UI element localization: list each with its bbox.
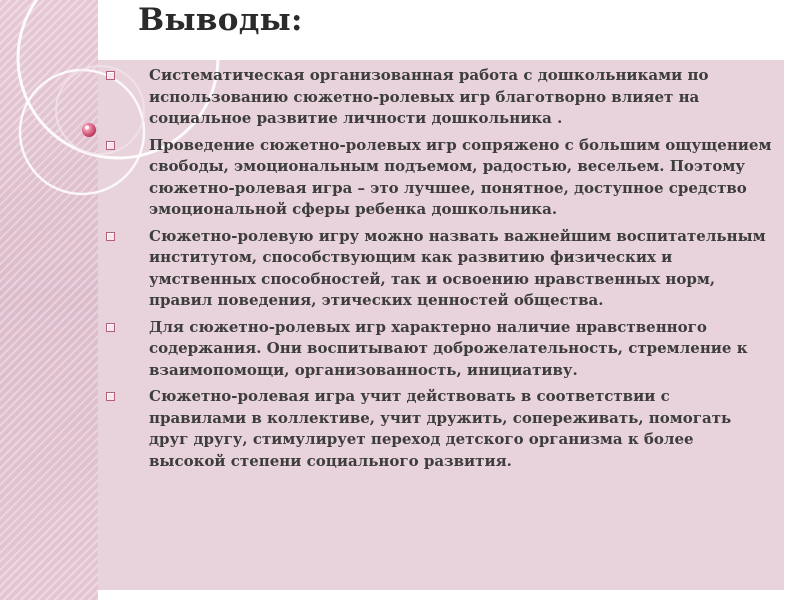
bullet-text: Проведение сюжетно-ролевых игр сопряжено с большим ощущением свободы, эмоциональным подъемом, радостью, весельем. Поэтому сюжетно-ролевая игра – это лучшее, понятное, доступное средство эмоциональной сферы ребенка дошкольника.	[149, 135, 772, 218]
square-bullet-icon	[106, 141, 115, 150]
square-bullet-icon	[106, 323, 115, 332]
square-bullet-icon	[106, 392, 115, 401]
square-bullet-icon	[106, 232, 115, 241]
bullet-list	[98, 65, 784, 477]
list-item	[98, 317, 784, 382]
square-bullet-icon	[106, 71, 115, 80]
list-item	[98, 386, 784, 472]
left-decorative-strip	[0, 0, 98, 600]
list-item	[98, 65, 784, 130]
list-item	[98, 135, 784, 221]
bullet-text: Систематическая организованная работа с дошкольниками по использованию сюжетно-ролевых игр благотворно влияет на социальное развитие личности дошкольника .	[149, 66, 709, 127]
bullet-text: Сюжетно-ролевую игру можно назвать важнейшим воспитательным институтом, способствующим как развитию физических и умственных способностей, так и освоению нравственных норм, правил поведения, этических ценностей общества.	[149, 226, 766, 309]
bullet-text: Сюжетно-ролевая игра учит действовать в соответствии с правилами в коллективе, учит дружить, сопереживать, помогать друг другу, стимулирует переход детского организма к более высокой степени социального развития.	[149, 387, 732, 470]
list-item	[98, 226, 784, 312]
bullet-text: Для сюжетно-ролевых игр характерно наличие нравственного содержания. Они воспитывают доброжелательность, стремление к взаимопомощи, организованность, инициативу.	[149, 317, 748, 379]
slide-title: Выводы:	[138, 2, 303, 38]
